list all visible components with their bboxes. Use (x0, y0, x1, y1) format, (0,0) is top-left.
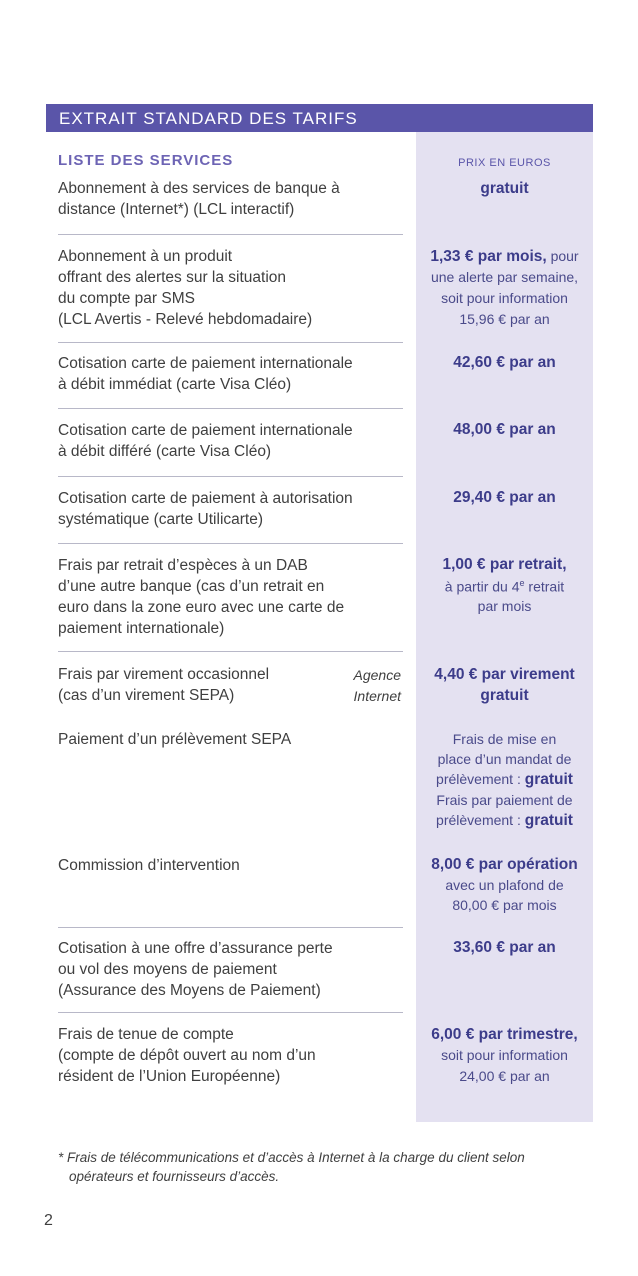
price-cell (416, 420, 593, 439)
services-header: LISTE DES SERVICES (58, 152, 234, 169)
price-note: prélèvement : (436, 812, 525, 828)
service-line: Commission d’intervention (58, 857, 240, 874)
price-cell (416, 1024, 593, 1087)
service-line: à débit immédiat (carte Visa Cléo) (58, 376, 292, 393)
row-divider (58, 927, 403, 928)
price-cell (416, 855, 593, 915)
section-banner: EXTRAIT STANDARD DES TARIFS (46, 104, 593, 132)
footnote (58, 1148, 598, 1186)
price-note: à partir du 4 (444, 578, 520, 595)
price-note-superscript: e (519, 578, 525, 588)
service-line: distance (Internet*) (LCL interactif) (58, 201, 295, 218)
price-note: place d’un mandat de (437, 751, 572, 767)
price-main: 42,60 € par an (453, 354, 556, 371)
service-line: Abonnement à un produit (58, 248, 233, 265)
channel-agency: Agence (353, 667, 401, 683)
service-line: Cotisation carte de paiement internationale (58, 422, 353, 439)
price-main: 8,00 € par opération (431, 856, 578, 873)
price-note: soit pour information (441, 1047, 568, 1063)
price-note: 24,00 € par an (459, 1068, 550, 1084)
service-line: Paiement d’un prélèvement SEPA (58, 731, 292, 748)
row-divider (58, 543, 403, 544)
service-label (58, 353, 408, 395)
price-main: gratuit (480, 180, 529, 197)
row-divider (58, 408, 403, 409)
footnote-line: opérateurs et fournisseurs d’accès. (69, 1169, 280, 1184)
price-note: Frais par paiement de (436, 792, 573, 808)
service-line: (compte de dépôt ouvert au nom d’un (58, 1047, 316, 1064)
service-label (58, 555, 408, 639)
price-note: pour (546, 248, 579, 264)
price-main: 1,00 € par retrait, (442, 556, 567, 573)
price-main: 6,00 € par trimestre, (431, 1026, 578, 1043)
page-number: 2 (44, 1212, 53, 1229)
price-main: gratuit (524, 812, 573, 829)
service-line: Abonnement à des services de banque à (58, 180, 340, 197)
price-cell (416, 555, 593, 616)
service-line: résident de l’Union Européenne) (58, 1068, 281, 1085)
price-main: 33,60 € par an (453, 939, 556, 956)
service-line: du compte par SMS (58, 290, 195, 307)
service-line: (Assurance des Moyens de Paiement) (58, 982, 321, 999)
price-cell (416, 729, 593, 831)
price-main: 4,40 € par virement (434, 666, 575, 683)
service-line: Frais par retrait d’espèces à un DAB (58, 557, 308, 574)
price-note: avec un plafond de (445, 877, 564, 893)
service-label (58, 420, 408, 462)
service-label (58, 178, 408, 220)
service-label (58, 488, 408, 530)
price-cell (416, 488, 593, 507)
service-line: Frais de tenue de compte (58, 1026, 234, 1043)
price-cell (416, 179, 593, 198)
price-note: 80,00 € par mois (452, 897, 557, 913)
price-cell (416, 664, 593, 706)
service-line: Frais par virement occasionnel (58, 666, 270, 683)
service-line: (LCL Avertis - Relevé hebdomadaire) (58, 311, 313, 328)
price-note: une alerte par semaine, (430, 269, 579, 285)
prices-header: PRIX EN EUROS (458, 157, 551, 169)
service-line: d’une autre banque (cas d’un retrait en (58, 578, 325, 595)
row-divider (58, 342, 403, 343)
service-label (58, 855, 408, 876)
service-line: offrant des alertes sur la situation (58, 269, 287, 286)
price-cell (416, 938, 593, 957)
price-main: 48,00 € par an (453, 421, 556, 438)
service-line: Cotisation carte de paiement internationale (58, 355, 353, 372)
service-line: Cotisation carte de paiement à autorisation (58, 490, 353, 507)
service-label (58, 729, 408, 750)
price-cell (416, 353, 593, 372)
table-header (46, 132, 593, 169)
price-cell (416, 246, 593, 330)
service-label (58, 938, 408, 1001)
service-line: ou vol des moyens de paiement (58, 961, 277, 978)
service-line: à débit différé (carte Visa Cléo) (58, 443, 272, 460)
channel-labels (354, 665, 401, 707)
service-line: systématique (carte Utilicarte) (58, 511, 264, 528)
tariff-table (46, 132, 593, 1085)
price-note: par mois (477, 597, 532, 614)
price-main: gratuit (480, 687, 529, 704)
price-note: prélèvement : (436, 771, 525, 787)
price-note: Frais de mise en (452, 731, 557, 747)
row-divider (58, 234, 403, 235)
service-label (58, 246, 408, 330)
channel-internet: Internet (353, 688, 401, 704)
service-label (58, 1024, 408, 1087)
price-main: 29,40 € par an (453, 489, 556, 506)
price-note: 15,96 € par an (459, 311, 550, 327)
row-divider (58, 476, 403, 477)
row-divider (58, 651, 403, 652)
service-line: paiement internationale) (58, 620, 225, 637)
service-line: euro dans la zone euro avec une carte de (58, 599, 345, 616)
price-note: soit pour information (441, 290, 568, 306)
service-line: (cas d’un virement SEPA) (58, 687, 235, 704)
service-line: Cotisation à une offre d’assurance perte (58, 940, 333, 957)
price-main: 1,33 € par mois, (430, 248, 547, 265)
price-note: retrait (524, 578, 565, 595)
price-main: gratuit (524, 771, 573, 788)
row-divider (58, 1012, 403, 1013)
footnote-line: * Frais de télécommunications et d’accès à Internet à la charge du client selon (58, 1150, 525, 1165)
